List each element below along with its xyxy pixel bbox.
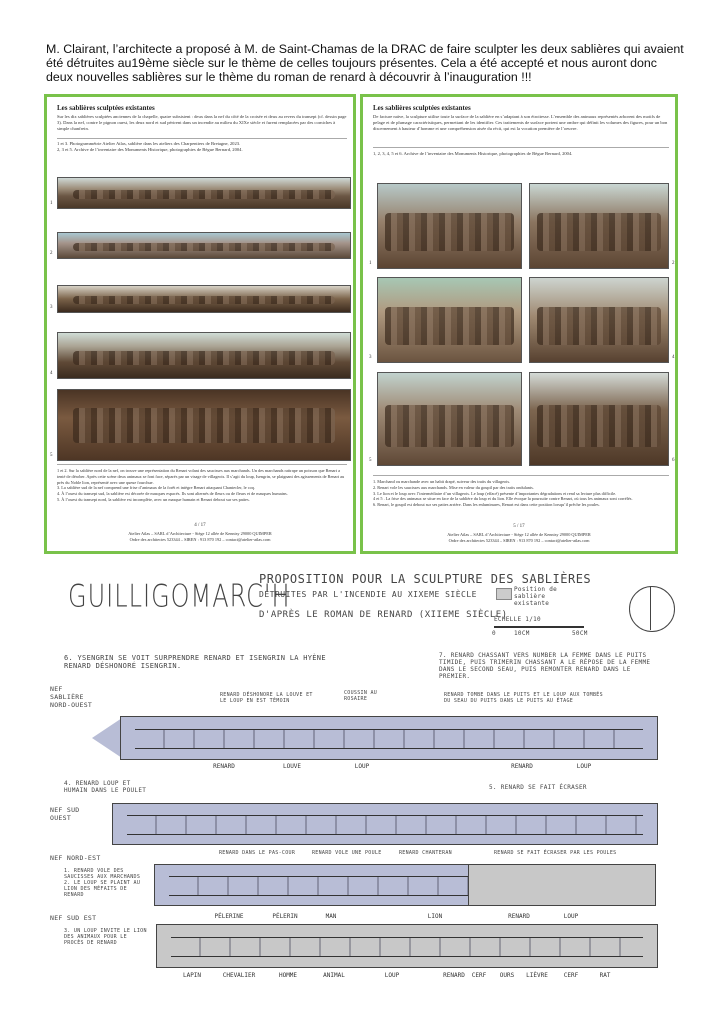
row4-bottom-5: LOUP [384, 972, 400, 979]
row1-label: NEF SABLIÈRE NORD-OUEST [50, 685, 93, 709]
existing-position-row-3 [468, 864, 656, 906]
photo-number: 5 [50, 453, 53, 458]
row2-label: NEF SUD OUEST [50, 806, 80, 822]
row3-top-2: RENARD DANS LE PAS-COUR [219, 850, 296, 856]
row1-end-arrow [92, 718, 122, 758]
page-right-footer: Atelier Atlas – SARL d’Architecture - Siège 12 allée de Kennisy 29000 QUIMPER Ordre des architectes 523344 – SIREN : 913 870 192 – contact@atelier-atlas.com [447, 532, 591, 543]
sabliere-row-1 [120, 716, 658, 760]
row4-top-4: LION [427, 913, 443, 920]
photo-number: 6 [672, 458, 675, 463]
row3-label: NEF NORD-EST [50, 854, 101, 862]
page-right-captions: 1. Marchand ou marchande avec un habit drapé, suiveur des traits du villageois. 2. Renart vole les saucisses aux marchands. Mise en valeur du goupil par des traits ondulants. 3. Le lion et le loup avec l’intermédiaire d’un villageois. Le loup (effacé) présente d’importantes dégradations et rend sa lecture plus difficile. 4 et 5 . La frise des animaux se situe en face de la sablière du loup et du lion. Elle évoque la poursuite contre Renart, où tous les animaux sont corrélés. 6. Renart, le goupil est debout sur ses pattes arrière. Dans les enluminures, Renart est dans cette position lorsqu’il prêche les poules. [373, 479, 633, 508]
sabliere-photo-3 [57, 285, 351, 313]
sabliere-row-4 [156, 924, 658, 968]
row4-top-5: RENARD [508, 913, 530, 920]
page-left-heading: Les sablières sculptées existantes [57, 104, 155, 112]
scale-label: ÉCHELLE 1/10 [494, 616, 541, 623]
row4-bottom-1: LAPIN [182, 972, 202, 979]
row4-bottom-7: CERF [471, 972, 487, 979]
divider [57, 464, 347, 465]
divider [57, 138, 347, 139]
legend-label: Position de sablière existante [514, 586, 558, 607]
sabliere-photo-4 [57, 332, 351, 379]
page-right-body: De facture naïve, la sculpture utilise toute la surface de la sablière en s’adaptant à son étroitesse. L’ensemble des animaux représentés arborent des motifs de pelage et de plumage caractéristiques, permettant de les identifier. Ces traitements de surface portent une ombre qui définit les volumes des figures, pour un bon discernement à hauteur d’homme et une compréhension aisée du récit, qui est la vocation première de l’oeuvre. [373, 114, 668, 131]
row4-bottom-4: ANIMAL [323, 972, 345, 979]
sketch-subtitle-3: D'APRÈS LE ROMAN DE RENARD (XIIEME SIÈCLE) [259, 610, 508, 620]
note-6: 6. YSENGRIN SE VOIT SURPRENDRE RENARD ET ISENGRIN LA HYÈNE RENARD DÉSHONORÉ ISENGRIN. [64, 654, 326, 670]
row4-top-1: PÉLERINE [214, 913, 244, 920]
page-number: 5 / 17 [513, 524, 525, 529]
scale-10cm: 10CM [514, 630, 530, 637]
photo-number: 2 [50, 251, 53, 256]
sabliere-photo-1 [57, 177, 351, 209]
row1-fig-loup: LOUP [354, 763, 370, 770]
photo-number: 4 [50, 371, 53, 376]
photo-number: 3 [50, 305, 53, 310]
divider [373, 475, 669, 476]
row4-label: NEF SUD EST [50, 914, 97, 922]
row4-bottom-10: CERF [563, 972, 579, 979]
page-left-credits: 1 et 3. Photogrammétrie Atelier Atlas, sablière dans les ateliers des Charpentiers de Bretagne, 2023. 2, 3 et 5. Archive de l’inventaire des Monuments Historique, photographies de Bègue Bernard, 2004. [57, 141, 243, 152]
row4-top-2: PÉLERIN [272, 913, 298, 920]
row1-fig-loup-2: LOUP [576, 763, 592, 770]
note-7: 7. RENARD CHASSANT VERS NUMBER LA FEMME DANS LE PUITS TIMIDE, PUIS TRIMERIN CHASSANT A LE RÉPOSE DE LA FEMME DANS LE SECOND SEAU, PUIS REMONTER RENARD DANS LE PREMIER. [439, 652, 651, 680]
sabliere-photo-r2 [529, 183, 669, 269]
plan-key-line [650, 586, 651, 630]
sabliere-photo-2 [57, 232, 351, 259]
photo-number: 1 [50, 201, 53, 206]
row4-bottom-11: RAT [599, 972, 611, 979]
sabliere-photo-r6 [529, 372, 669, 466]
row3-top-3: RENARD VOLE UNE POULE [312, 850, 382, 856]
row3-top-4: RENARD CHANTERAN [399, 850, 452, 856]
scale-bar [494, 626, 584, 628]
legend-swatch [496, 588, 512, 600]
sabliere-row-2 [112, 803, 658, 845]
photo-number: 4 [672, 355, 675, 360]
page-left-captions: 1 et 2. Sur la sablière nord de la nef, on trouve une représentation du Renart volant des saucisses aux marchands. Un des marchands rattrape un poisson que Renart a tenté de dérober. Après cette scène deux animaux se font face, séparés par un visage de villageois. Il s’agit du loup, Isengrin, se plaignant des agissements de Renart au près du Noble lion, représenté avec une queue fourchue. 3. La sablière sud de la nef comprend une frise d’animaux de la forêt et intègre Renart attaquant Chantecler, le coq. 4. À l’ouest du transept sud, la sablière est décorée de masques espacés. Ils sont alternés de fleurs ou de fleurs et de masques humains. 5. À l’ouest du transept nord, la sablière est incomplète, avec un masque humain et Renart debout sur ses pattes. [57, 468, 345, 502]
row4-bottom-8: OURS [499, 972, 515, 979]
row4-bottom-6: RENARD [443, 972, 465, 979]
divider [373, 147, 669, 148]
note-1: 1. RENARD VOLE DES SAUCISSES AUX MARCHANDS 2. LE LOUP SE PLAINT AU LION DES MÉFAITS DE RENARD [64, 868, 141, 898]
page-right-credits: 1, 2, 3, 4, 5 et 6. Archive de l’inventaire des Monuments Historique, photographies de Bègue Bernard, 2004. [373, 151, 573, 156]
sabliere-photo-r4 [529, 277, 669, 363]
sketch-subtitle-1: PROPOSITION POUR LA SCULPTURE DES SABLIÈRES [259, 572, 592, 586]
sabliere-photo-r5 [377, 372, 522, 466]
page-left-footer: Atelier Atlas – SARL d’Architecture - Siège 12 allée de Kennisy 29000 QUIMPER Ordre des architectes 523344 – SIREN : 913 870 192 – contact@atelier-atlas.com [128, 531, 272, 542]
sabliere-photo-5 [57, 389, 351, 461]
row4-bottom-3: HOMME [278, 972, 298, 979]
page-left [44, 94, 356, 554]
page-number: 4 / 17 [194, 523, 206, 528]
row1-top-3: COUSSIN AU ROSAIRE [344, 690, 378, 702]
row1-fig-renard-2: RENARD [511, 763, 533, 770]
photo-number: 1 [369, 261, 372, 266]
note-4: 4. RENARD LOUP ET HUMAIN DANS LE POULET [64, 780, 147, 794]
plan-key-circle [629, 586, 675, 632]
note-3: 3. UN LOUP INVITE LE LION DES ANIMAUX POUR LE PROCÈS DE RENARD [64, 928, 147, 946]
scale-zero: 0 [492, 630, 496, 637]
sketch-proposal [44, 568, 680, 998]
row4-bottom-9: LIÈVRE [526, 972, 548, 979]
scale-50cm: 50CM [572, 630, 588, 637]
row1-top-2: RENARD DÉSHONORE LA LOUVE ET LE LOUP EN EST TÉMOIN [220, 692, 313, 704]
page-left-body: Sur les dix sablières sculptées anciennes de la chapelle, quatre subsistent : deux dans la nef du côté de la croisée et deux au revers du transept (cf. dessin page 3). Dans la nef, contre le pignon ouest, les deux nord et sud périrent dans un incendie au milieu du XIXe siècle et furent remplacées par des corniches à simple chanfrein. [57, 114, 347, 131]
sabliere-photo-r3 [377, 277, 522, 363]
page-right-heading: Les sablières sculptées existantes [373, 104, 471, 112]
page-right [360, 94, 678, 554]
sketch-title: GUILLIGOMARC'H [68, 578, 291, 615]
row1-fig-louve: LOUVE [282, 763, 302, 770]
row4-top-3: MAN [325, 913, 337, 920]
intro-text: M. Clairant, l’architecte a proposé à M. de Saint-Chamas de la DRAC de faire sculpter les deux sablières qui avaient été détruites au19ème siècle sur le thème de celles toujours présentes. Cela a été accepté et nous auront donc deux nouvelles sablières sur le thème du roman de renard à découvrir à l’inauguration !!! [46, 42, 684, 84]
photo-number: 3 [369, 355, 372, 360]
row4-top-6: LOUP [563, 913, 579, 920]
row3-top-5: RENARD SE FAIT ÉCRASER PAR LES POULES [494, 850, 617, 856]
sabliere-photo-r1 [377, 183, 522, 269]
row1-top-4: RENARD TOMBE DANS LE PUITS ET LE LOUP AUX TOMBÉS DU SEAU DU PUITS DANS LE PUITS AU ÉTAGE [444, 692, 603, 704]
sketch-subtitle-2: DÉTRUITES PAR L'INCENDIE AU XIXEME SIÈCLE [259, 590, 477, 599]
row4-bottom-2: CHEVALIER [222, 972, 256, 979]
note-5: 5. RENARD SE FAIT ÉCRASER [489, 784, 587, 791]
photo-number: 2 [672, 261, 675, 266]
photo-number: 5 [369, 458, 372, 463]
row1-fig-renard: RENARD [213, 763, 235, 770]
